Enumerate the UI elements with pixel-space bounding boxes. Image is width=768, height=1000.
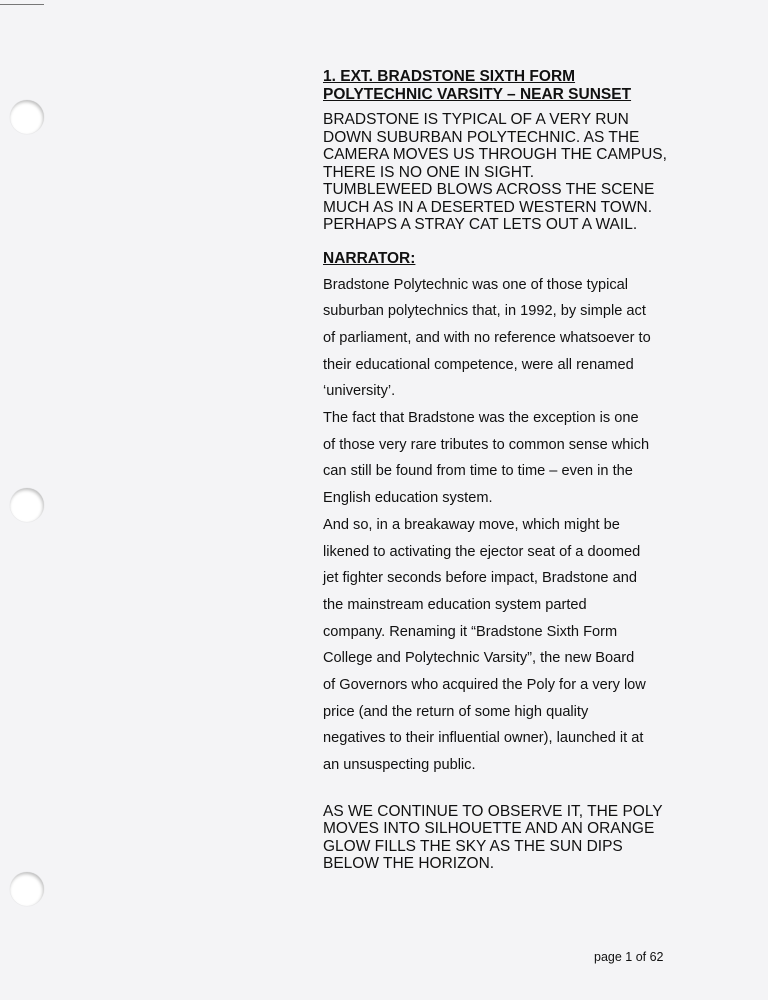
- dialogue-line: the mainstream education system parted: [323, 596, 587, 613]
- dialogue-line: And so, in a breakaway move, which might be: [323, 516, 620, 533]
- direction-line: CAMERA MOVES US THROUGH THE CAMPUS,: [323, 146, 667, 163]
- direction-line: MOVES INTO SILHOUETTE AND AN ORANGE: [323, 820, 655, 838]
- dialogue-line: negatives to their influential owner), launched it at: [323, 730, 644, 747]
- direction-line: TUMBLEWEED BLOWS ACROSS THE SCENE: [323, 181, 655, 198]
- direction-line: THERE IS NO ONE IN SIGHT.: [323, 163, 534, 181]
- direction-line: GLOW FILLS THE SKY AS THE SUN DIPS: [323, 837, 623, 855]
- dialogue-line: Bradstone Polytechnic was one of those typical: [323, 276, 629, 293]
- page-edge-line: [0, 4, 44, 5]
- dialogue-line: their educational competence, were all renamed: [323, 356, 634, 373]
- dialogue-line: College and Polytechnic Varsity”, the new Board: [323, 650, 635, 667]
- closing-direction: [323, 803, 673, 873]
- scene-heading-line: 1. EXT. BRADSTONE SIXTH FORM: [323, 68, 576, 85]
- punch-hole: [10, 488, 44, 522]
- dialogue-line: can still be found from time to time – even in the: [323, 463, 633, 480]
- direction-line: PERHAPS A STRAY CAT LETS OUT A WAIL.: [323, 216, 638, 233]
- direction-line: MUCH AS IN A DESERTED WESTERN TOWN.: [323, 198, 652, 216]
- direction-line: DOWN SUBURBAN POLYTECHNIC. AS THE: [323, 128, 640, 146]
- dialogue-line: English education system.: [323, 490, 493, 507]
- dialogue-line: an unsuspecting public.: [323, 757, 476, 774]
- direction-line: AS WE CONTINUE TO OBSERVE IT, THE POLY: [323, 802, 663, 820]
- script-page-content: [323, 68, 673, 873]
- dialogue-line: ‘university’.: [323, 383, 396, 400]
- dialogue-line: of those very rare tributes to common sense which: [323, 436, 650, 453]
- punch-hole: [10, 100, 44, 134]
- direction-line: BELOW THE HORIZON.: [323, 855, 495, 873]
- punch-hole: [10, 872, 44, 906]
- dialogue-line: The fact that Bradstone was the exception is one: [323, 410, 639, 427]
- dialogue-line: price (and the return of some high quality: [323, 703, 589, 720]
- page-number: page 1 of 62: [594, 950, 664, 964]
- scene-heading-line: POLYTECHNIC VARSITY – NEAR SUNSET: [323, 86, 632, 103]
- dialogue-line: of Governors who acquired the Poly for a very low: [323, 677, 646, 694]
- scene-direction: [323, 111, 673, 234]
- dialogue-line: likened to activating the ejector seat of a doomed: [323, 543, 641, 560]
- narrator-dialogue: [323, 272, 673, 779]
- dialogue-line: jet fighter seconds before impact, Bradstone and: [323, 570, 637, 587]
- dialogue-line: suburban polytechnics that, in 1992, by simple act: [323, 303, 646, 320]
- dialogue-line: of parliament, and with no reference whatsoever to: [323, 329, 651, 346]
- direction-line: BRADSTONE IS TYPICAL OF A VERY RUN: [323, 111, 629, 128]
- speaker-name: NARRATOR:: [323, 249, 416, 267]
- scene-heading: [323, 68, 673, 104]
- dialogue-line: company. Renaming it “Bradstone Sixth Form: [323, 623, 618, 640]
